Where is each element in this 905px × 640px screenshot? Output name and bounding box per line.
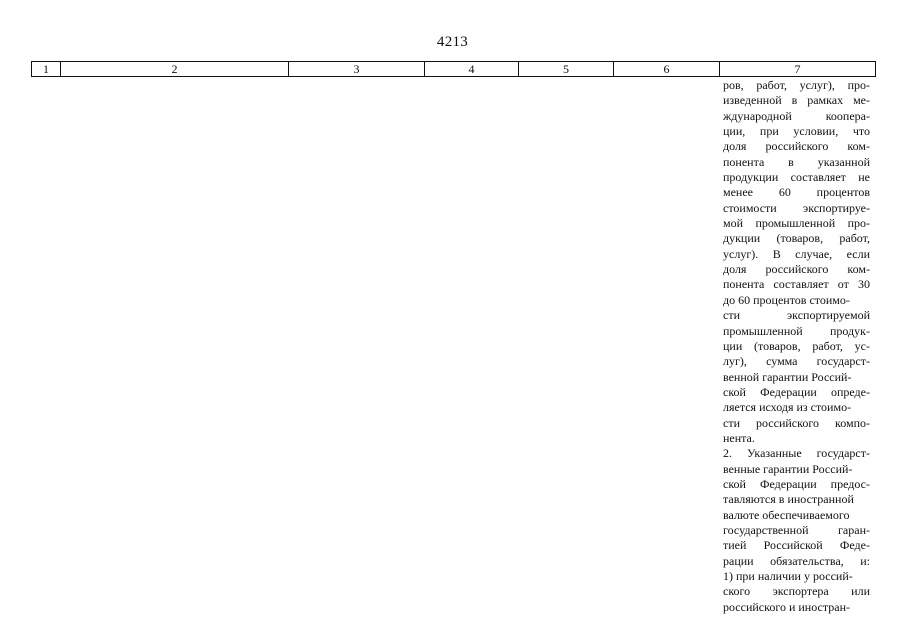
text-line: ского экспортера или xyxy=(723,584,870,599)
column-header-1: 1 xyxy=(32,62,61,77)
page-number: 4213 xyxy=(436,34,469,50)
text-line: 2. Указанные государст- xyxy=(723,446,870,461)
text-line: тавляются в иностранной xyxy=(723,492,854,507)
text-line: ции (товаров, работ, ус- xyxy=(723,338,870,353)
column-header-3: 3 xyxy=(289,62,425,77)
text-line: ляется исходя из стоимо- xyxy=(723,400,852,415)
text-line: нента. xyxy=(723,430,755,445)
text-line: продукции составляет не xyxy=(723,170,870,185)
column-header-7: 7 xyxy=(720,62,876,77)
text-line: венной гарантии Россий- xyxy=(723,369,852,384)
text-line: мой промышленной про- xyxy=(723,216,870,231)
text-line: тией Российской Феде- xyxy=(723,538,870,553)
text-line: российского и иностран- xyxy=(723,599,850,614)
text-line: изведенной в рамках ме- xyxy=(723,93,870,108)
text-line: доля российского ком- xyxy=(723,139,870,154)
text-line: понента составляет от 30 xyxy=(723,277,870,292)
text-line: доля российского ком- xyxy=(723,262,870,277)
text-line: венные гарантии Россий- xyxy=(723,461,853,476)
text-line: сти экспортируемой xyxy=(723,308,870,323)
text-line: до 60 процентов стоимо- xyxy=(723,292,850,307)
column-header-5: 5 xyxy=(519,62,614,77)
text-line: государственной гаран- xyxy=(723,522,870,537)
text-line: луг), сумма государст- xyxy=(723,354,870,369)
column-header-4: 4 xyxy=(425,62,519,77)
text-line: рации обязательства, и: xyxy=(723,553,870,568)
text-line: понента в указанной xyxy=(723,154,870,169)
text-line: ской Федерации опреде- xyxy=(723,384,870,399)
text-line: менее 60 процентов xyxy=(723,185,870,200)
text-line: ров, работ, услуг), про- xyxy=(723,78,870,92)
text-line: 1) при наличии у россий- xyxy=(723,569,853,583)
text-line: дукции (товаров, работ, xyxy=(723,231,870,246)
text-line: стоимости экспортируе- xyxy=(723,200,870,215)
text-line: промышленной продук- xyxy=(723,323,870,338)
text-line: сти российского компо- xyxy=(723,415,870,430)
column-header-6: 6 xyxy=(614,62,720,77)
column-7-text-block xyxy=(723,78,870,615)
text-line: ции, при условии, что xyxy=(723,124,870,139)
text-line: услуг). В случае, если xyxy=(723,246,870,261)
column-header-2: 2 xyxy=(61,62,289,77)
text-line: валюте обеспечиваемого xyxy=(723,507,850,522)
text-line: ской Федерации предос- xyxy=(723,476,870,491)
column-number-header-row xyxy=(31,61,876,77)
text-line: ждународной коопера- xyxy=(723,108,870,123)
